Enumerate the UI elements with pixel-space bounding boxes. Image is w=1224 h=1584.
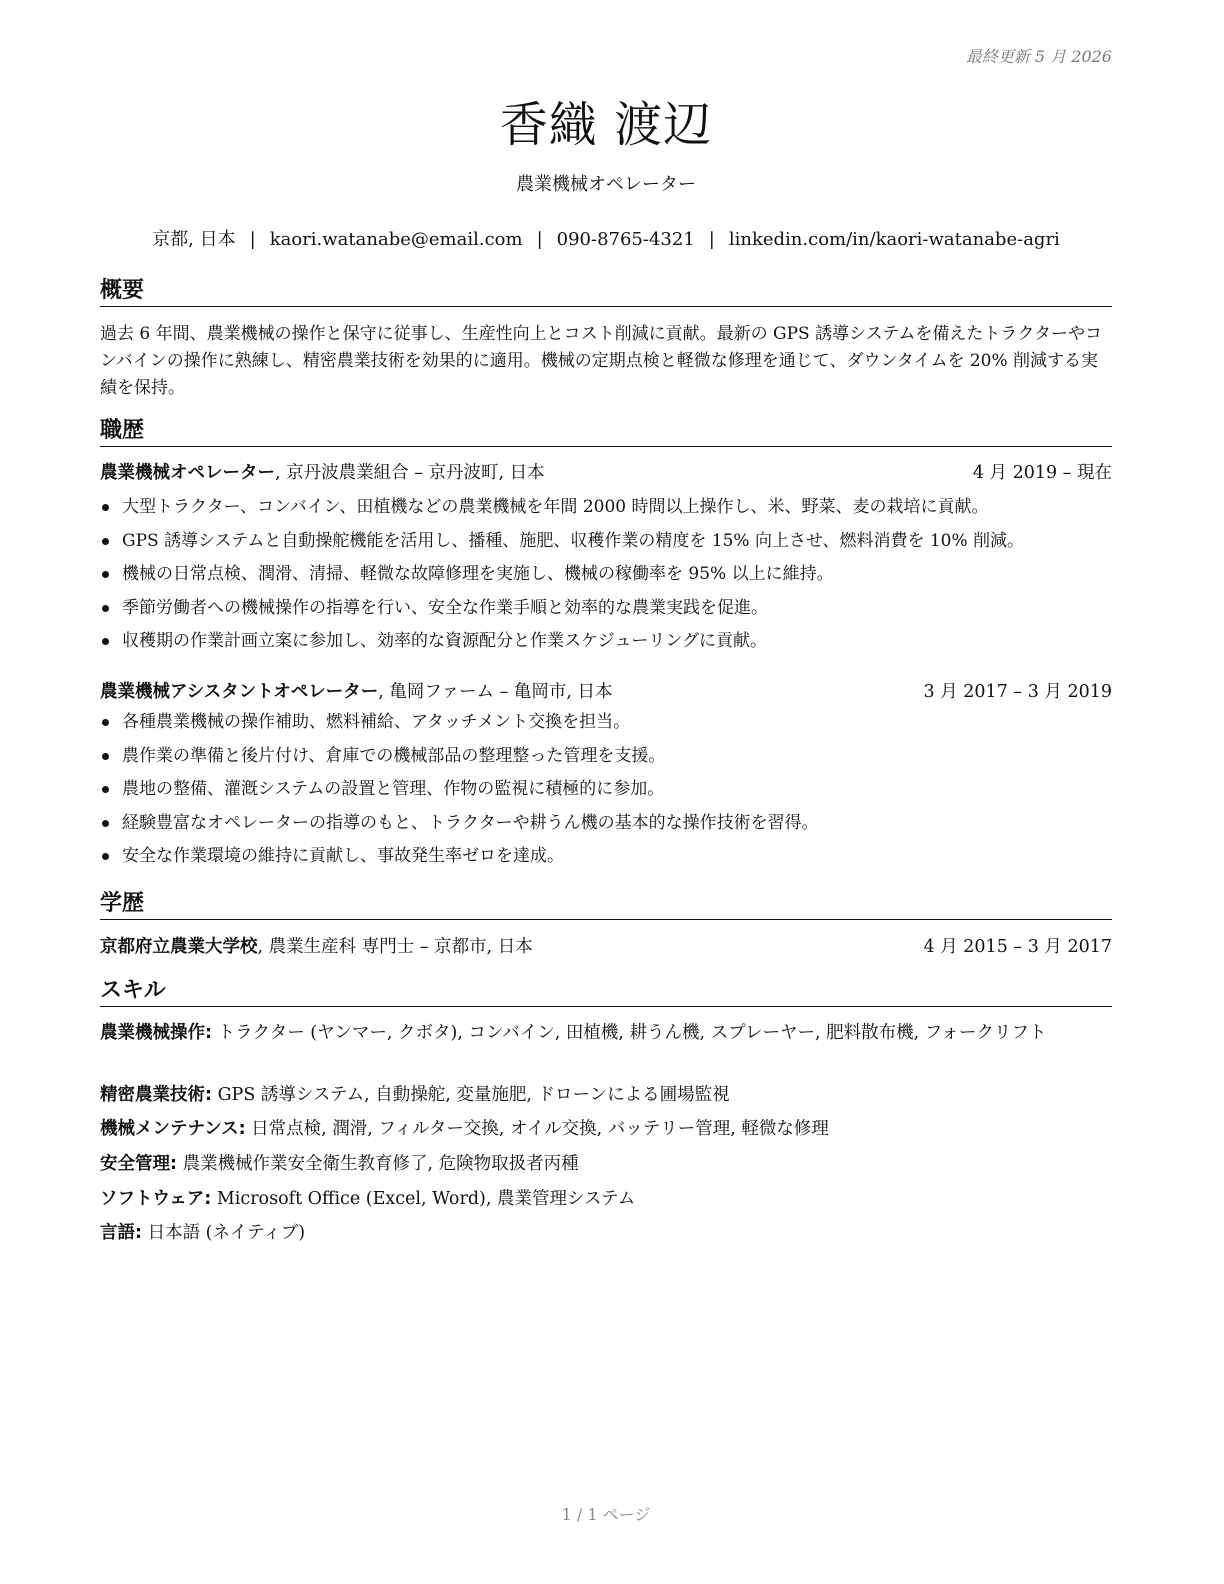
skill-label: 機械メンテナンス:	[100, 1119, 246, 1139]
job-role: 農業機械オペレーター	[100, 463, 275, 483]
skill-label: 言語:	[100, 1223, 142, 1243]
job-bullet-list	[100, 706, 1112, 874]
job-organization: , 亀岡ファーム – 亀岡市, 日本	[378, 682, 613, 702]
skill-value: 日常点検, 潤滑, フィルター交換, オイル交換, バッテリー管理, 軽微な修理	[245, 1119, 829, 1139]
skill-value: 日本語 (ネイティブ)	[142, 1223, 306, 1243]
contact-phone: 090-8765-4321	[556, 229, 695, 250]
job-bullet: 安全な作業環境の維持に貢献し、事故発生率ゼロを達成。	[100, 840, 1112, 874]
summary-text: 過去 6 年間、農業機械の操作と保守に従事し、生産性向上とコスト削減に貢献。最新の GPS 誘導システムを備えたトラクターやコンバインの操作に熟練し、精密農業技術を効果的に適用。機械の定期点検と軽微な修理を通じて、ダウンタイムを 20% 削減する実績を保持。	[100, 324, 1103, 398]
education-detail: , 農業生産科 専門士 – 京都市, 日本	[257, 937, 533, 957]
skill-label: 安全管理:	[100, 1154, 177, 1174]
section-heading-skills: スキル	[100, 977, 1112, 1007]
job-bullet: 農作業の準備と後片付け、倉庫での機械部品の整理整った管理を支援。	[100, 740, 1112, 774]
job-header	[100, 461, 1112, 485]
skill-value: GPS 誘導システム, 自動操舵, 変量施肥, ドローンによる圃場監視	[212, 1085, 730, 1105]
skill-label: ソフトウェア:	[100, 1189, 212, 1209]
job-bullet: 季節労働者への機械操作の指導を行い、安全な作業手順と効率的な農業実践を促進。	[100, 592, 1112, 626]
job-bullet: 大型トラクター、コンバイン、田植機などの農業機械を年間 2000 時間以上操作し、米、野菜、麦の栽培に貢献。	[100, 491, 1112, 525]
last-updated: 最終更新 5 月 2026	[965, 47, 1112, 66]
skill-label: 精密農業技術:	[100, 1085, 212, 1105]
section-heading-education: 学歴	[100, 890, 1112, 920]
skill-label: 農業機械操作:	[100, 1023, 212, 1043]
job-role: 農業機械アシスタントオペレーター	[100, 682, 379, 702]
skill-value: トラクター (ヤンマー, クボタ), コンバイン, 田植機, 耕うん機, スプレーヤー, 肥料散布機, フォークリフト	[212, 1023, 1047, 1043]
section-heading-summary: 概要	[100, 277, 1112, 307]
job-bullet: 農地の整備、灌漑システムの設置と管理、作物の監視に積極的に参加。	[100, 773, 1112, 807]
skill-row	[100, 1186, 1112, 1213]
candidate-title: 農業機械オペレーター	[516, 174, 696, 195]
job-dates: 4 月 2019 – 現在	[972, 463, 1112, 483]
skill-row	[100, 1220, 1112, 1247]
skill-value: 農業機械作業安全衛生教育修了, 危険物取扱者丙種	[177, 1154, 579, 1174]
job-header	[100, 680, 1112, 704]
skill-row	[100, 1151, 1112, 1178]
contact-line	[100, 225, 1112, 251]
contact-separator: |	[249, 229, 256, 250]
job-bullet-list	[100, 491, 1112, 659]
job-bullet: 各種農業機械の操作補助、燃料補給、アタッチメント交換を担当。	[100, 706, 1112, 740]
candidate-name: 香織 渡辺	[499, 97, 713, 153]
education-entry	[100, 935, 1112, 959]
contact-location: 京都, 日本	[152, 229, 236, 250]
skill-row	[100, 1020, 1112, 1047]
skill-row	[100, 1082, 1112, 1109]
section-heading-experience: 職歴	[100, 417, 1112, 447]
job-dates: 3 月 2017 – 3 月 2019	[923, 682, 1112, 702]
contact-email[interactable]: kaori.watanabe@email.com	[269, 229, 523, 250]
job-bullet: 経験豊富なオペレーターの指導のもと、トラクターや耕うん機の基本的な操作技術を習得。	[100, 807, 1112, 841]
job-bullet: GPS 誘導システムと自動操舵機能を活用し、播種、施肥、収穫作業の精度を 15% 向上させ、燃料消費を 10% 削減。	[100, 525, 1112, 559]
resume-page	[100, 0, 1112, 1584]
page-indicator: 1 / 1 ページ	[561, 1505, 651, 1524]
skill-value: Microsoft Office (Excel, Word), 農業管理システム	[211, 1189, 636, 1209]
education-dates: 4 月 2015 – 3 月 2017	[923, 937, 1112, 957]
education-school: 京都府立農業大学校	[100, 937, 258, 957]
contact-linkedin[interactable]: linkedin.com/in/kaori-watanabe-agri	[728, 229, 1060, 250]
job-bullet: 収穫期の作業計画立案に参加し、効率的な資源配分と作業スケジューリングに貢献。	[100, 625, 1112, 659]
job-bullet: 機械の日常点検、潤滑、清掃、軽微な故障修理を実施し、機械の稼働率を 95% 以上に維持。	[100, 558, 1112, 592]
contact-separator: |	[536, 229, 543, 250]
skill-row	[100, 1116, 1112, 1143]
contact-separator: |	[708, 229, 715, 250]
job-organization: , 京丹波農業組合 – 京丹波町, 日本	[275, 463, 545, 483]
